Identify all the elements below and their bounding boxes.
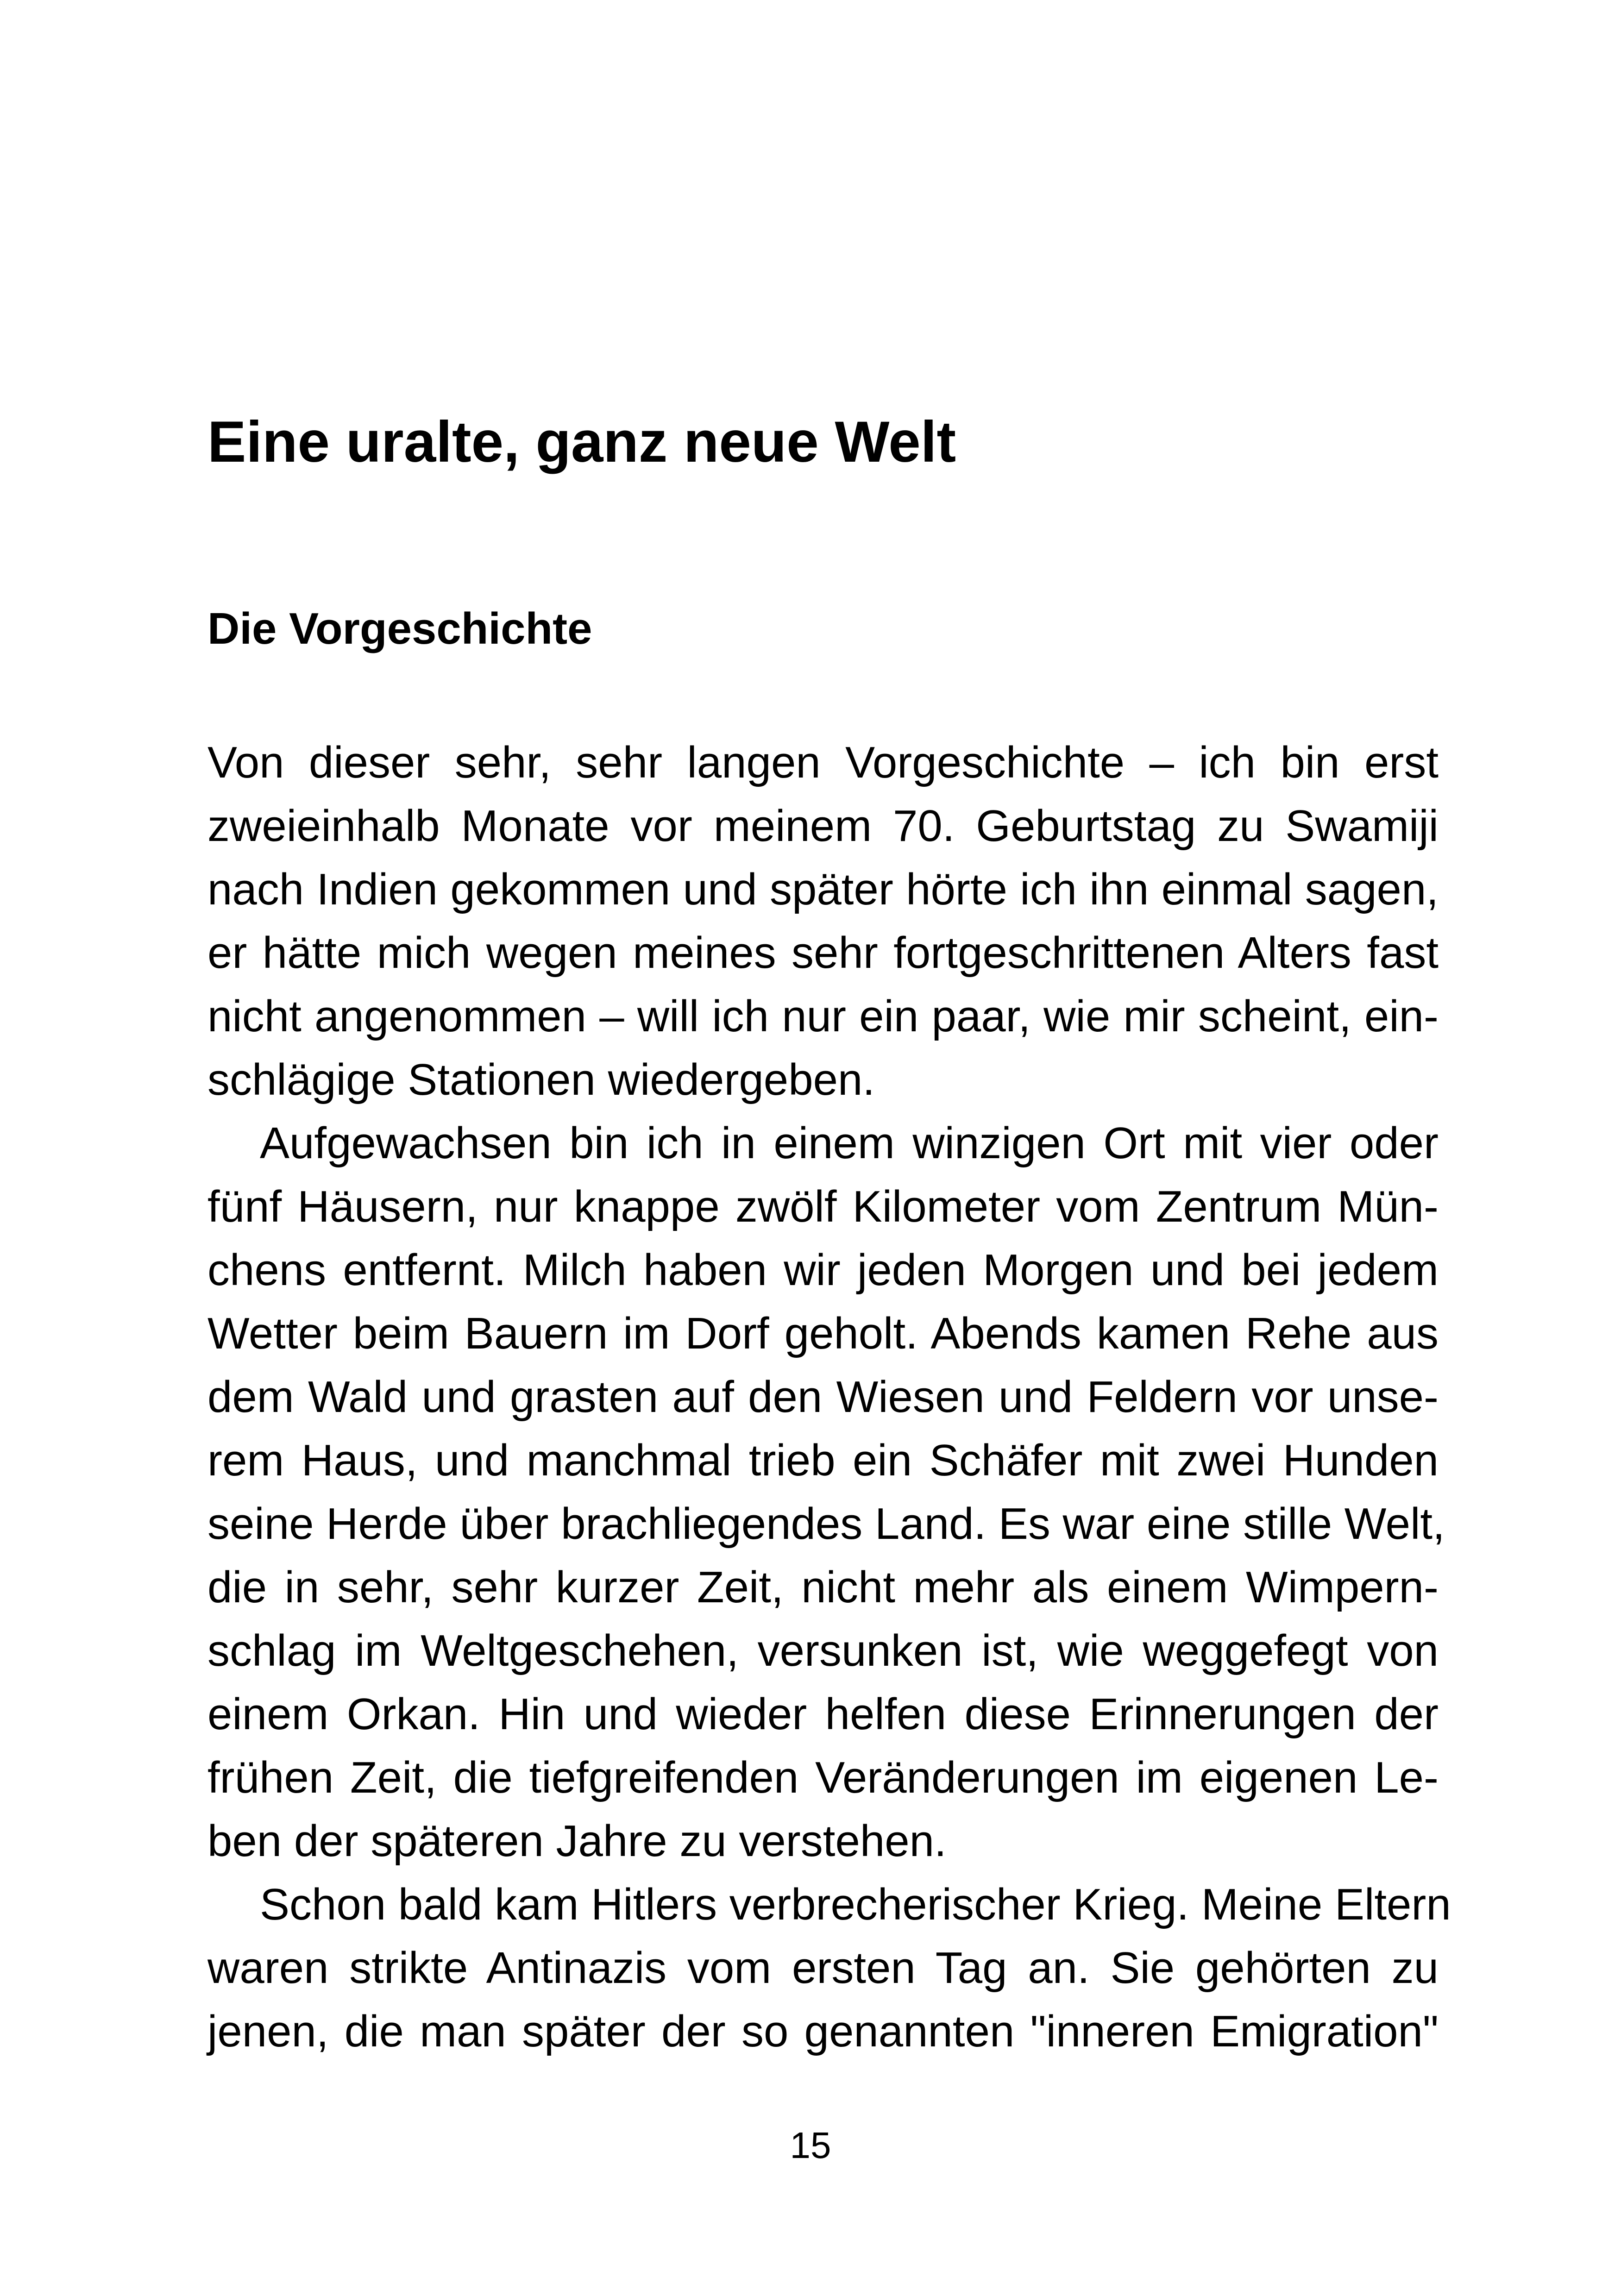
paragraph-2: [207, 1111, 1445, 1873]
text-line: die in sehr, sehr kurzer Zeit, nicht mehr als einem Wimpern-: [207, 1562, 1439, 1612]
text-line: Aufgewachsen bin ich in einem winzigen Ort mit vier oder: [260, 1118, 1439, 1168]
paragraph-1: [207, 731, 1439, 1111]
text-line: fünf Häusern, nur knappe zwölf Kilometer vom Zentrum Mün-: [207, 1182, 1439, 1231]
chapter-title: Eine uralte, ganz neue Welt: [207, 410, 956, 474]
text-line: chens entfernt. Milch haben wir jeden Morgen und bei jedem: [207, 1245, 1439, 1295]
text-line: nach Indien gekommen und später hörte ich ihn einmal sagen,: [207, 865, 1439, 914]
text-line: Von dieser sehr, sehr langen Vorgeschichte – ich bin erst: [207, 738, 1439, 787]
text-line: einem Orkan. Hin und wieder helfen diese Erinnerungen der: [207, 1689, 1439, 1739]
text-line: Schon bald kam Hitlers verbrecherischer Krieg. Meine Eltern: [260, 1880, 1451, 1929]
text-line: er hätte mich wegen meines sehr fortgeschrittenen Alters fast: [207, 928, 1439, 978]
text-line: nicht angenommen – will ich nur ein paar, wie mir scheint, ein-: [207, 991, 1439, 1041]
section-title: Die Vorgeschichte: [207, 604, 592, 653]
text-line: ben der späteren Jahre zu verstehen.: [207, 1816, 947, 1866]
text-line: zweieinhalb Monate vor meinem 70. Geburtstag zu Swamiji: [207, 801, 1439, 851]
paragraph-3: [207, 1873, 1451, 2063]
text-line: frühen Zeit, die tiefgreifenden Veränderungen im eigenen Le-: [207, 1753, 1439, 1802]
text-line: jenen, die man später der so genannten "inneren Emigration": [207, 2007, 1439, 2056]
body-text: [207, 731, 1451, 2063]
text-line: schlägige Stationen wiedergeben.: [207, 1055, 875, 1104]
text-line: seine Herde über brachliegendes Land. Es war eine stille Welt,: [207, 1499, 1445, 1549]
text-line: schlag im Weltgeschehen, versunken ist, wie weggefegt von: [207, 1626, 1439, 1675]
text-line: Wetter beim Bauern im Dorf geholt. Abends kamen Rehe aus: [207, 1309, 1439, 1358]
text-line: rem Haus, und manchmal trieb ein Schäfer mit zwei Hunden: [207, 1436, 1439, 1485]
page-number: 15: [790, 2125, 831, 2166]
text-line: dem Wald und grasten auf den Wiesen und Feldern vor unse-: [207, 1372, 1439, 1422]
text-line: waren strikte Antinazis vom ersten Tag an. Sie gehörten zu: [207, 1943, 1439, 1993]
